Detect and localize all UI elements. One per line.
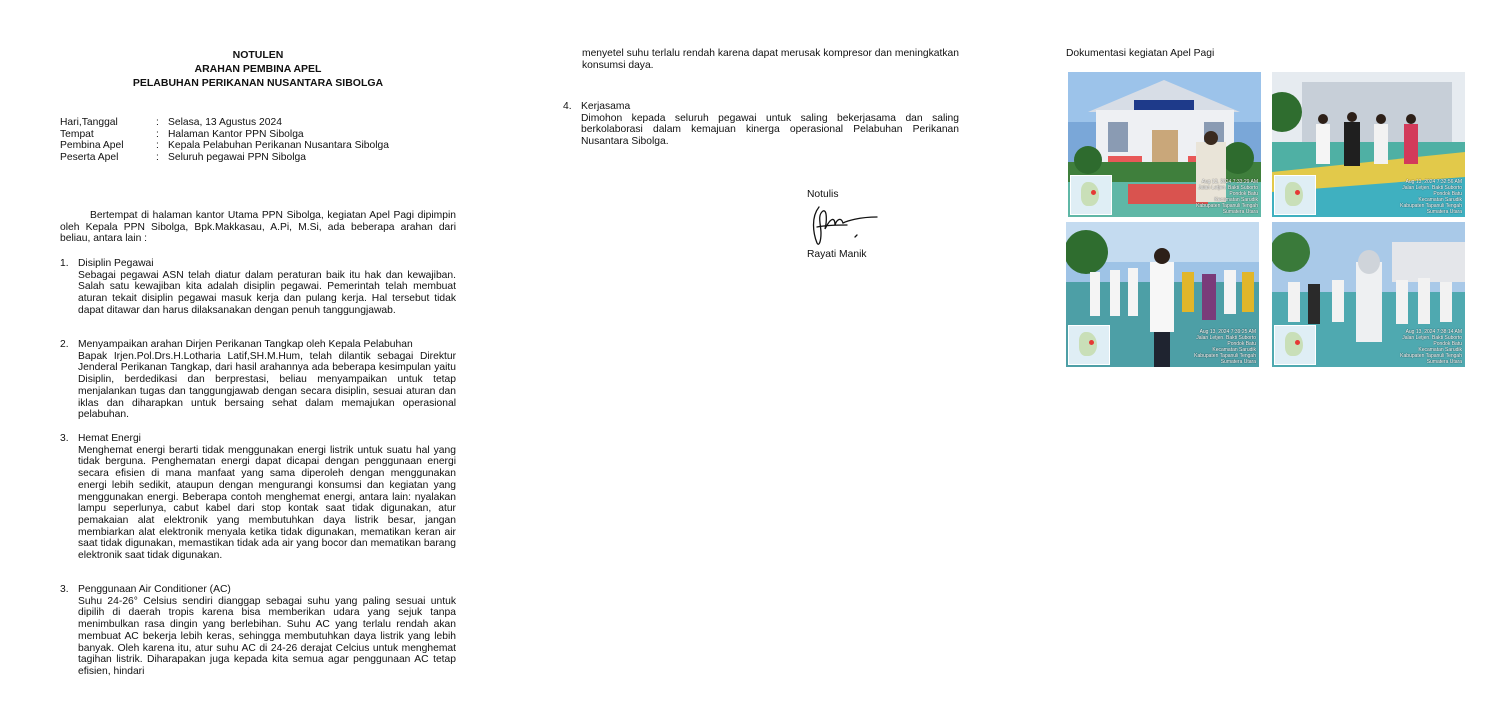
stamp-line: Kabupaten Tapanuli Tengah [1196,203,1258,209]
stamp-line: Aug 13, 2024 7:39:25 AM [1199,329,1256,335]
signature-name: Rayati Manik [807,248,867,260]
map-thumbnail-icon [1070,175,1112,215]
meta-value: Halaman Kantor PPN Sibolga [168,128,304,140]
item-number: 2. [60,339,69,350]
list-item [60,433,456,562]
stamp-line: Kabupaten Tapanuli Tengah [1400,203,1462,209]
meta-sep: : [156,152,159,164]
continuation-text: menyetel suhu terlalu rendah karena dapat merusak kompresor dan meningkatkan konsumsi daya. [582,48,959,71]
document-title [60,48,456,90]
stamp-line: Sumatera Utara [1222,209,1258,215]
item-heading: Penggunaan Air Conditioner (AC) [78,584,231,595]
meta-sep: : [156,117,159,128]
handwritten-signature [807,203,887,249]
stamp-line: Kecamatan Sarudik [1418,347,1462,353]
stamp-line: Kecamatan Sarudik [1418,197,1462,203]
photo-timestamp [1400,179,1462,215]
item-heading: Disiplin Pegawai [78,258,154,269]
item-number: 4. [563,101,572,112]
title-line-1: NOTULEN [232,49,284,61]
item-heading: Kerjasama [581,101,631,112]
documentation-title: Dokumentasi kegiatan Apel Pagi [1066,48,1215,59]
item-body: Dimohon kepada seluruh pegawai untuk saling bekerjasama dan saling berkolaborasi dalam kemajuan kinerga operasional Pelabuhan Perikanan Nusantara Sibolga. [581,112,959,148]
signature-role: Notulis [807,189,839,200]
photo-leaders [1272,72,1465,217]
photo-exercise-group [1066,222,1259,367]
photo-group-assembly [1272,222,1465,367]
meta-row [60,117,456,129]
item-heading: Hemat Energi [78,433,141,444]
stamp-line: Aug 13, 2024 7:32:56 AM [1405,179,1462,185]
meta-table [60,117,456,164]
stamp-line: Aug 13, 2024 7:38:14 AM [1405,329,1462,335]
list-item [60,339,456,421]
photo-building [1068,72,1261,217]
meta-sep: : [156,140,159,152]
meta-value: Kepala Pelabuhan Perikanan Nusantara Sibolga [168,140,389,152]
signature-block [807,189,947,260]
item-number: 1. [60,258,69,269]
item-number: 3. [60,433,69,444]
stamp-line: Pondok Batu [1229,191,1258,197]
stamp-line: Kabupaten Tapanuli Tengah [1400,353,1462,359]
item-body: Bapak Irjen.Pol.Drs.H.Lotharia Latif,SH.M.Hum, telah dilantik sebagai Direktur Jenderal Perikanan Tangkap, dari hasil arahannya ada beberapa kesimpulan yaitu Disiplin, berdedikasi dan berprestasi, beliau menyampaikan untuk tetap menjalankan tugas dan tanggungjawab dengan secara disiplin, sesuai aturan dan iklas dan diharapkan untuk bersaing sehat dalam memajukan operasional pelabuhan. [78,350,456,421]
photo-timestamp [1194,329,1256,365]
map-thumbnail-icon [1068,325,1110,365]
item-body: Menghemat energi berarti tidak menggunakan energi listrik untuk suatu hal yang tidak berguna. Penghematan energi dapat dicapai dengan penggunaan energi secara efisien di mana manfaat yang sama diperoleh dengan menggunakan energi lebih sedikit, ataupun dengan mengurangi konsumsi dan kegiatan yang menggunakan energi. Beberapa contoh menghemat energi, antara lain: nyalakan lampu seperlunya, cabut kabel dari stop kontak saat tidak digunakan, atur pemakaian alat elektronik yang membutuhkan daya listrik besar, jangan membiarkan alat elektronik menyala ketika tidak digunakan, mematikan keran air saat tidak digunakan, memastikan tidak ada air yang bocor dan mematikan barang elektronik saat tidak digunakan. [78,444,456,562]
list-item [563,101,959,148]
stamp-line: Jalan Letjen. Bakti Suborto [1402,185,1462,191]
meta-sep: : [156,128,159,140]
meta-value: Selasa, 13 Agustus 2024 [168,117,282,128]
stamp-line: Aug 13, 2024 7:33:29 AM [1201,179,1258,185]
list-item [60,258,456,317]
meta-row [60,129,456,141]
meta-row [60,152,456,164]
title-line-3: PELABUHAN PERIKANAN NUSANTARA SIBOLGA [132,77,384,89]
meta-value: Seluruh pegawai PPN Sibolga [168,152,306,164]
item-body: Suhu 24-26° Celsius sendiri dianggap sebagai suhu yang paling sesuai untuk dipilih di daerah tropis karena bisa memberikan udara yang sejuk tanpa menimbulkan rasa dingin yang berlebihan. Suhu AC yang terlalu rendah akan membuat AC bekerja lebih keras, sehingga membutuhkan daya listrik yang lebih banyak. Oleh karena itu, atur suhu AC di 24-26 derajat Celcius untuk menghemat tagihan listrik. Diharapakan juga kepada kita semua agar penggunaan AC tetap efisien, hindari [78,595,456,677]
stamp-line: Kabupaten Tapanuli Tengah [1194,353,1256,359]
stamp-line: Pondok Batu [1227,341,1256,347]
stamp-line: Jalan Letjen. Bakti Suborto [1198,185,1258,191]
item-heading: Menyampaikan arahan Dirjen Perikanan Tangkap oleh Kepala Pelabuhan [78,339,413,350]
photo-timestamp [1196,179,1258,215]
list-item [60,584,456,678]
meta-key: Pembina Apel [60,140,124,152]
meta-key: Peserta Apel [60,152,119,164]
stamp-line: Sumatera Utara [1220,359,1256,365]
stamp-line: Sumatera Utara [1426,209,1462,215]
meta-row [60,140,456,152]
stamp-line: Jalan Letjen. Bakti Suborto [1402,335,1462,341]
stamp-line: Kecamatan Sarudik [1214,197,1258,203]
item-body: Sebagai pegawai ASN telah diatur dalam peraturan baik itu hak dan kewajiban. Salah satu kewajiban kita adalah disiplin pegawai. Pemerintah telah membuat aturan tekait disiplin pegawai masuk kerja dan pulang kerja. Hal tersebut tidak dapat ditawar dan harus dilaksanakan dengan penuh tanggungjawab. [78,269,456,316]
map-thumbnail-icon [1274,175,1316,215]
stamp-line: Pondok Batu [1433,341,1462,347]
stamp-line: Jalan Letjen. Bakti Suborto [1196,335,1256,341]
title-line-2: ARAHAN PEMBINA APEL [194,63,322,75]
meta-key: Hari,Tanggal [60,117,118,128]
stamp-line: Pondok Batu [1433,191,1462,197]
stamp-line: Kecamatan Sarudik [1212,347,1256,353]
intro-paragraph: Bertempat di halaman kantor Utama PPN Sibolga, kegiatan Apel Pagi dipimpin oleh Kepala PPN Sibolga, Bpk.Makkasau, A.Pi, M.Si, ada beberapa arahan dari beliau, antara lain : [60,210,456,245]
meta-key: Tempat [60,128,94,140]
item-number: 3. [60,584,69,595]
map-thumbnail-icon [1274,325,1316,365]
photo-timestamp [1400,329,1462,365]
stamp-line: Sumatera Utara [1426,359,1462,365]
